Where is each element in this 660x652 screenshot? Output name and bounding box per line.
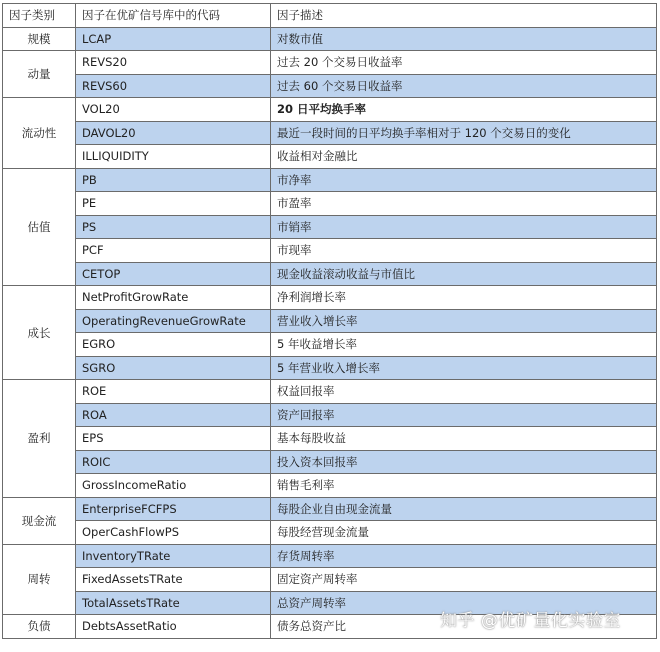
table-row [3, 239, 657, 263]
factor-description: 市销率 [271, 215, 657, 239]
factor-code: ROA [76, 403, 271, 427]
factor-code: DebtsAssetRatio [76, 615, 271, 639]
factor-code: PCF [76, 239, 271, 263]
factor-description: 固定资产周转率 [271, 568, 657, 592]
factor-description: 对数市值 [271, 27, 657, 51]
table-row [3, 356, 657, 380]
table-row [3, 215, 657, 239]
factor-description: 销售毛利率 [271, 474, 657, 498]
factor-description: 投入资本回报率 [271, 450, 657, 474]
table-row [3, 497, 657, 521]
table-row [3, 380, 657, 404]
table-row [3, 309, 657, 333]
factor-code: GrossIncomeRatio [76, 474, 271, 498]
factor-description: 过去 20 个交易日收益率 [271, 51, 657, 75]
factor-code: EGRO [76, 333, 271, 357]
factor-description: 基本每股收益 [271, 427, 657, 451]
table-row [3, 521, 657, 545]
table-row [3, 286, 657, 310]
factor-code: CETOP [76, 262, 271, 286]
factor-category: 动量 [3, 51, 76, 98]
factor-code: InventoryTRate [76, 544, 271, 568]
factor-category: 成长 [3, 286, 76, 380]
factor-description: 最近一段时间的日平均换手率相对于 120 个交易日的变化 [271, 121, 657, 145]
table-row [3, 544, 657, 568]
factor-code: REVS20 [76, 51, 271, 75]
table-row [3, 74, 657, 98]
table-row [3, 168, 657, 192]
table-row [3, 121, 657, 145]
factor-table [2, 3, 657, 639]
table-row [3, 192, 657, 216]
factor-code: PS [76, 215, 271, 239]
table-row [3, 333, 657, 357]
factor-description: 过去 60 个交易日收益率 [271, 74, 657, 98]
factor-code: ROIC [76, 450, 271, 474]
factor-description: 存货周转率 [271, 544, 657, 568]
factor-description: 净利润增长率 [271, 286, 657, 310]
header-category: 因子类别 [3, 4, 76, 28]
table-row [3, 98, 657, 122]
table-body [3, 27, 657, 638]
factor-code: PB [76, 168, 271, 192]
header-code: 因子在优矿信号库中的代码 [76, 4, 271, 28]
factor-description: 市净率 [271, 168, 657, 192]
factor-description: 总资产周转率 [271, 591, 657, 615]
factor-description: 20 日平均换手率 [271, 98, 657, 122]
factor-code: DAVOL20 [76, 121, 271, 145]
factor-category: 盈利 [3, 380, 76, 498]
table-row [3, 474, 657, 498]
factor-category: 估值 [3, 168, 76, 286]
factor-description: 市现率 [271, 239, 657, 263]
watermark: 知乎 @优矿量化实验室 [440, 611, 621, 631]
factor-code: ROE [76, 380, 271, 404]
table-row [3, 568, 657, 592]
factor-category: 规模 [3, 27, 76, 51]
factor-description: 营业收入增长率 [271, 309, 657, 333]
factor-description: 现金收益滚动收益与市值比 [271, 262, 657, 286]
factor-code: FixedAssetsTRate [76, 568, 271, 592]
table-row [3, 427, 657, 451]
factor-code: VOL20 [76, 98, 271, 122]
factor-category: 周转 [3, 544, 76, 615]
factor-code: REVS60 [76, 74, 271, 98]
factor-category: 负债 [3, 615, 76, 639]
factor-description: 5 年营业收入增长率 [271, 356, 657, 380]
factor-category: 现金流 [3, 497, 76, 544]
factor-description: 5 年收益增长率 [271, 333, 657, 357]
factor-description: 资产回报率 [271, 403, 657, 427]
factor-description: 市盈率 [271, 192, 657, 216]
factor-code: EnterpriseFCFPS [76, 497, 271, 521]
header-description: 因子描述 [271, 4, 657, 28]
factor-description: 权益回报率 [271, 380, 657, 404]
factor-description: 债务总资产比 [271, 615, 657, 639]
table-row [3, 27, 657, 51]
factor-code: NetProfitGrowRate [76, 286, 271, 310]
factor-description: 每股企业自由现金流量 [271, 497, 657, 521]
factor-code: TotalAssetsTRate [76, 591, 271, 615]
factor-code: OperatingRevenueGrowRate [76, 309, 271, 333]
factor-code: OperCashFlowPS [76, 521, 271, 545]
table-row [3, 403, 657, 427]
factor-code: LCAP [76, 27, 271, 51]
table-row [3, 262, 657, 286]
factor-code: PE [76, 192, 271, 216]
table-row [3, 51, 657, 75]
table-row [3, 450, 657, 474]
factor-code: EPS [76, 427, 271, 451]
factor-code: SGRO [76, 356, 271, 380]
table-header-row [3, 4, 657, 28]
factor-category: 流动性 [3, 98, 76, 169]
factor-description: 每股经营现金流量 [271, 521, 657, 545]
factor-description: 收益相对金融比 [271, 145, 657, 169]
factor-code: ILLIQUIDITY [76, 145, 271, 169]
table-row [3, 145, 657, 169]
